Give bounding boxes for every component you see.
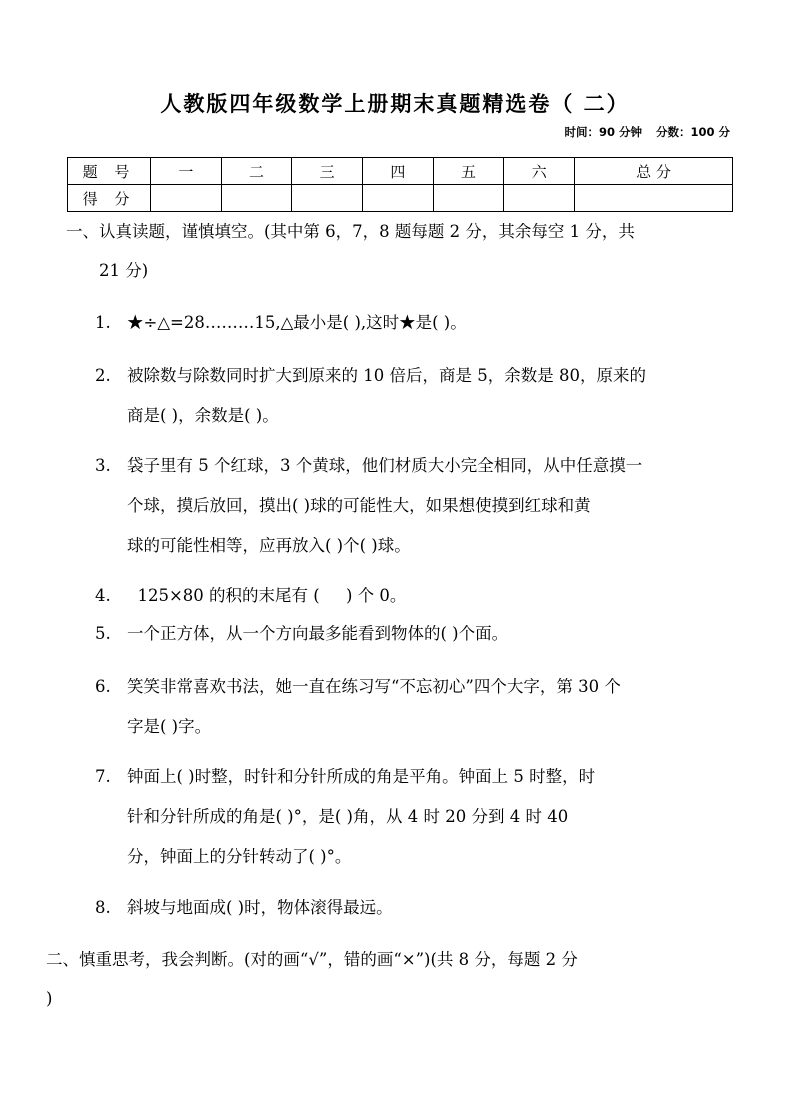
question-text: 分，钟面上的分针转动了( )°。 — [127, 847, 352, 866]
score-cell — [292, 185, 363, 212]
question-number: 1. — [95, 313, 111, 332]
question-text: 球的可能性相等，应再放入( )个( )球。 — [127, 536, 411, 555]
section2-heading-cont: ) — [46, 989, 53, 1008]
question-3 — [95, 446, 642, 566]
exam-time: 时间：90 分钟 — [564, 125, 642, 139]
question-text: 袋子里有 5 个红球，3 个黄球，他们材质大小完全相同，从中任意摸一 — [127, 456, 643, 475]
question-text: 被除数与除数同时扩大到原来的 10 倍后，商是 5，余数是 80，原来的 — [127, 366, 646, 385]
section1-heading: 一、认真读题，谨慎填空。(其中第 6，7，8 题每题 2 分，其余每空 1 分，共 — [66, 222, 635, 241]
question-text: 个球，摸后放回，摸出( )球的可能性大，如果想使摸到红球和黄 — [127, 496, 591, 515]
question-text: 针和分针所成的角是( )°，是( )角，从 4 时 20 分到 4 时 40 — [127, 807, 569, 826]
question-number: 4. — [95, 586, 111, 605]
exam-meta — [554, 124, 730, 140]
question-number: 5. — [95, 624, 111, 643]
question-number: 3. — [95, 456, 111, 475]
score-cell — [575, 185, 733, 212]
question-6 — [95, 667, 621, 747]
question-text: ★÷△=28………15,△最小是( ),这时★是( )。 — [127, 313, 467, 332]
score-row-label: 得 分 — [68, 185, 151, 212]
score-header-cell: 四 — [363, 158, 434, 185]
score-cell — [221, 185, 292, 212]
question-text: 钟面上( )时整，时针和分针所成的角是平角。钟面上 5 时整，时 — [127, 767, 596, 786]
section2-heading: 二、慎重思考，我会判断。(对的画“√”，错的画“×”)(共 8 分，每题 2 分 — [46, 950, 578, 969]
question-number: 2. — [95, 366, 111, 385]
question-number: 7. — [95, 767, 111, 786]
score-cell — [504, 185, 575, 212]
score-header-cell: 六 — [504, 158, 575, 185]
score-header-cell: 一 — [151, 158, 222, 185]
question-2 — [95, 356, 646, 436]
question-text: 笑笑非常喜欢书法，她一直在练习写“不忘初心”四个大字，第 30 个 — [127, 677, 621, 696]
score-table-score-row — [68, 185, 733, 212]
question-5 — [95, 614, 508, 654]
score-header-cell: 二 — [221, 158, 292, 185]
score-header-cell: 题 号 — [68, 158, 151, 185]
question-text: 125×80 的积的末尾有 ( ) 个 0。 — [127, 586, 407, 605]
section1-heading-cont: 21 分) — [99, 261, 149, 280]
question-8 — [95, 888, 393, 928]
question-number: 6. — [95, 677, 111, 696]
question-text: 一个正方体，从一个方向最多能看到物体的( )个面。 — [127, 624, 509, 643]
score-header-cell: 总 分 — [575, 158, 733, 185]
question-number: 8. — [95, 898, 111, 917]
exam-score: 分数：100 分 — [655, 125, 730, 139]
exam-title: 人教版四年级数学上册期末真题精选卷（ 二） — [160, 92, 630, 116]
score-table — [67, 157, 733, 212]
question-1 — [95, 303, 467, 343]
question-7 — [95, 757, 595, 877]
score-cell — [363, 185, 434, 212]
question-text: 斜坡与地面成( )时，物体滚得最远。 — [127, 898, 393, 917]
score-table-header-row — [68, 158, 733, 185]
question-text: 商是( )，余数是( )。 — [127, 406, 279, 425]
score-cell — [151, 185, 222, 212]
question-4 — [95, 576, 406, 616]
score-header-cell: 三 — [292, 158, 363, 185]
question-text: 字是( )字。 — [127, 717, 212, 736]
score-cell — [433, 185, 504, 212]
score-header-cell: 五 — [433, 158, 504, 185]
